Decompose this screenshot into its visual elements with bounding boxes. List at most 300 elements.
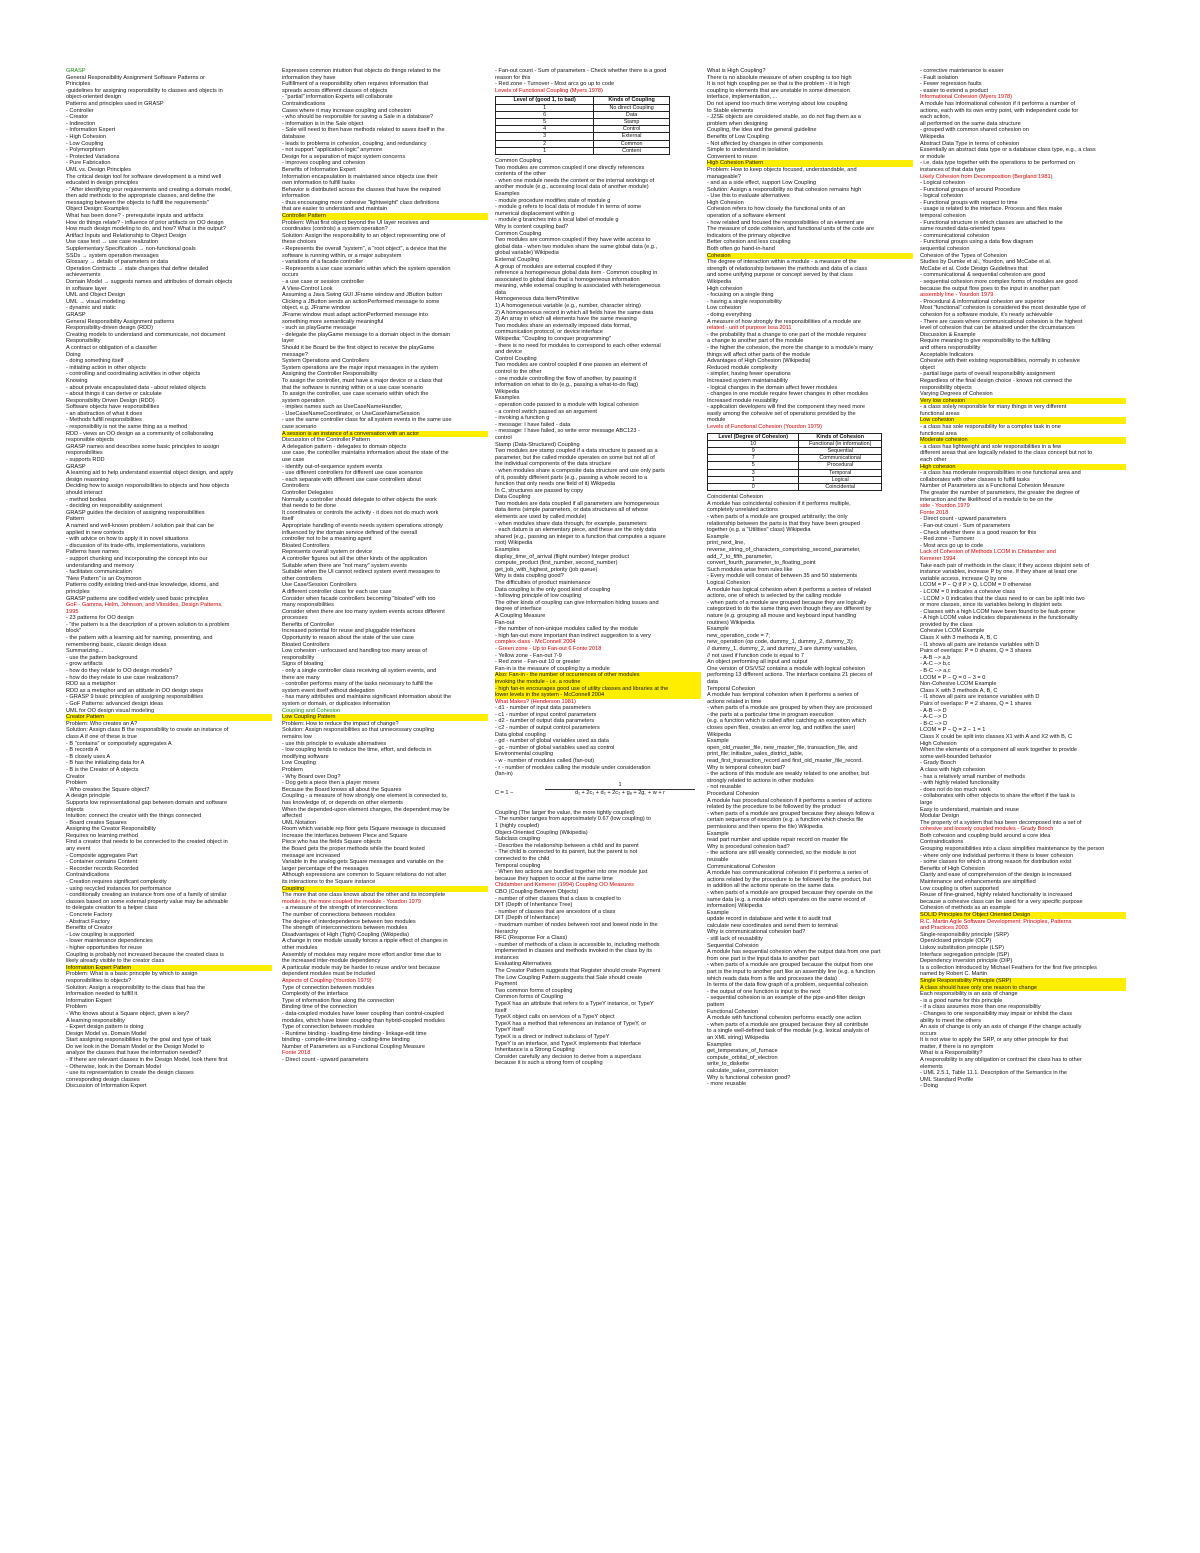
text-line: degree of interface xyxy=(495,606,542,613)
text-line: Increased system maintainability xyxy=(707,377,788,384)
text-line: Moderate cohesion xyxy=(920,437,1126,444)
text-line: The critical design tool for software development is a mind well xyxy=(66,173,222,180)
text-line: - Describes the relationship between a child and its parent xyxy=(495,842,639,849)
text-line: - having a single responsibility xyxy=(707,298,782,305)
text-line: that the software is running within or a use case scenario xyxy=(282,384,423,391)
text-line: Operation Contracts → state changes that define detailed xyxy=(66,265,209,272)
table-cell: Control xyxy=(594,126,670,133)
text-line: A responsibility is any obligation or contract the class has to other xyxy=(920,1057,1082,1064)
text-line: variable access, increase Q by one xyxy=(920,575,1008,582)
text-line: DIT (Depth of Inheritance Tree) xyxy=(495,902,573,909)
text-line: Maintenance and enhancements are simplified xyxy=(920,879,1036,886)
text-line: Contraindications xyxy=(66,872,110,879)
text-line: In C, structures are passed by copy xyxy=(495,487,583,494)
text-line: A View-Control Look xyxy=(282,285,333,292)
text-line: Consider when there are too many system events across different xyxy=(282,608,445,615)
text-line: A module has informational cohesion if it performs a number of xyxy=(920,100,1076,107)
text-line: - each separate with different use case controllers about xyxy=(282,476,421,483)
text-line: - Controller xyxy=(66,107,94,114)
text-line: problem when designing xyxy=(707,120,768,127)
text-line: from one part is the input data to another part xyxy=(707,955,820,962)
text-line: information on what to do (e.g., passing a what-to-do flag) xyxy=(495,382,639,389)
column-4-body xyxy=(707,494,913,1087)
text-line: - Doing xyxy=(920,1083,939,1090)
text-line: to Stable elements xyxy=(707,107,754,114)
text-line: responsibility xyxy=(282,654,315,661)
text-line: interaction and the likelihood of a module to be on the xyxy=(920,496,1053,503)
text-line: Both cohesion and coupling build around a core idea xyxy=(920,832,1051,839)
text-line: Solution: Assign responsibilities so that unnecessary coupling xyxy=(282,727,435,734)
text-line: TypeY itself xyxy=(495,1027,524,1034)
text-line: controller not to be a meaning agent xyxy=(282,536,372,543)
text-line: Object Design: Examples xyxy=(66,206,129,213)
text-line: Should it be Board be the first object to receive the playGame xyxy=(282,344,435,351)
table-row xyxy=(708,469,882,476)
text-line: write_to_diskette xyxy=(707,1061,749,1068)
text-line: occurs xyxy=(920,1030,937,1037)
text-line: The property of a system that has been decomposed into a set of xyxy=(920,819,1082,826)
text-line: Deciding how to assign responsibilities to objects and how objects xyxy=(66,483,230,490)
text-line: print_file; initialize_sales_district_table, xyxy=(707,751,804,758)
text-line: and others responsibility xyxy=(920,344,981,351)
text-line: - Who knows about a Square object, given a key? xyxy=(66,1010,190,1017)
text-line: Benefits of Creator xyxy=(66,925,113,932)
text-line: SOLID Principles for Object Oriented Design xyxy=(920,912,1126,919)
text-line: A particular module may be harder to reuse and/or test because xyxy=(282,964,440,971)
table-row xyxy=(496,118,670,125)
text-line: - responsibility is not the same thing as a method xyxy=(66,424,188,431)
text-line: system event itself without delegation xyxy=(282,687,375,694)
text-line: - Creation requires significant complexity xyxy=(66,879,167,886)
text-line: Modular Design xyxy=(920,813,960,820)
text-line: System operations are the major input messages in the system xyxy=(282,364,439,371)
text-line: numerical displacement within g xyxy=(495,210,575,217)
text-line: functional area xyxy=(920,430,957,437)
text-line: pattern xyxy=(707,1002,725,1008)
table-cell: 9 xyxy=(708,448,799,455)
text-line: Discussion of the Controller Pattern xyxy=(282,437,370,444)
text-line: - The number ranges from approximately 0.67 (low coupling) to xyxy=(495,816,651,823)
text-line: certain sequence of execution (e.g. a function which checks file xyxy=(707,817,864,824)
text-line: Simple to understand in isolation xyxy=(707,147,788,154)
text-line: - The child is connected to its parent, but the parent is not xyxy=(495,849,638,856)
text-line: - 23 patterns for OO design xyxy=(66,615,134,622)
table-cell: Stamp xyxy=(594,118,670,125)
text-line: - B "contains" or compositely aggregates A xyxy=(66,740,172,747)
text-line: It is not high coupling per se that is the problem - it is high xyxy=(707,81,850,88)
text-line: Procedural Cohesion xyxy=(707,791,760,797)
text-line: the Board gets the proper methods while the board tested xyxy=(282,846,425,853)
text-line: RDD as a metaphor and an attitude in OO design steps xyxy=(66,687,204,694)
text-line: Start assigning responsibilities by the goal and type of task xyxy=(66,1037,212,1044)
text-line: Likely Cohesion from Decomposition (Bergland 1981) xyxy=(920,173,1053,180)
text-line: Discussion & Example xyxy=(920,331,976,338)
text-line: Design Model vs. Domain Model xyxy=(66,1030,147,1037)
text-line: Each responsibility is an axis of change xyxy=(920,991,1018,998)
text-line: Advantages of High Cohesion (Wikipedia) xyxy=(707,358,811,365)
text-line: Information Expert xyxy=(66,997,112,1004)
text-line: remembering basic, classic design ideas xyxy=(66,641,167,648)
text-line: convert_fourth_parameter_to_floating_point xyxy=(707,560,816,567)
text-line: - thus encouraging more cohesive "lightweight" class definitions xyxy=(282,199,440,206)
text-line: GRASP xyxy=(66,311,86,318)
text-line: larger percentage of the messages xyxy=(282,865,369,872)
text-line: - LCOM = 0 indicates a cohesive class xyxy=(920,588,1016,595)
text-line: When the elements of a component all work together to provide xyxy=(920,747,1078,754)
text-line: RFC (Response For a Class) xyxy=(495,935,568,942)
text-line: External Coupling xyxy=(495,256,540,263)
text-line: Because the Board knows all about the Squares xyxy=(282,786,402,793)
text-line: - operation code passed to a module with logical cohesion xyxy=(495,401,639,408)
text-line: RDD as a metaphor xyxy=(66,681,116,688)
text-line: global variable) Wikipedia xyxy=(495,250,559,257)
text-line: each action, xyxy=(920,114,951,121)
text-line: Do not spend too much time worrying about low coupling xyxy=(707,100,848,107)
text-line: - Represents a use case scenario within which the system operation xyxy=(282,265,451,272)
text-line: calculate new coordinates and send them to terminal xyxy=(707,922,838,929)
text-line: - collaborates with other objects to share the effort if the task is xyxy=(920,793,1076,800)
text-line: and Practices 2003 xyxy=(920,925,968,932)
text-line: LCOM = P − Q if P > Q, LCOM = 0 otherwise xyxy=(920,582,1032,589)
text-line: Benefits of Information Expert xyxy=(282,166,356,173)
text-line: instances of that data type xyxy=(920,166,986,173)
text-line: GRASP patterns are codified widely used basic principles xyxy=(66,595,209,602)
table-cell: Functional (in information) xyxy=(799,440,882,447)
text-line: - B records A xyxy=(66,747,99,754)
text-line: all performed on the same data structure xyxy=(920,120,1021,127)
text-line: data xyxy=(707,678,718,685)
text-line: Temporal coupling xyxy=(495,862,541,869)
table-cell: 1 xyxy=(708,476,799,483)
text-line: Consider carefully any decision to derive from a superclass xyxy=(495,1053,642,1060)
text-line: - a class has sole responsibility for a complex task in one xyxy=(920,424,1061,431)
text-line: Assigning the Creator Responsibility xyxy=(66,826,156,833)
text-line: - when parts of a module are grouped arbitrarily; the only xyxy=(707,514,848,521)
text-line: data items (simple parameters, or data structures all of whose xyxy=(495,507,648,514)
text-line: Controller Pattern xyxy=(282,213,488,220)
table-cell: 3 xyxy=(708,469,799,476)
table-row xyxy=(708,448,882,455)
text-line: responsibility objects xyxy=(920,384,972,391)
text-line: strongly related to actions in other modules xyxy=(707,777,814,784)
text-line: Room which variable rep floor gets ISquare message is discussed xyxy=(282,826,446,833)
text-line: Find a creator that needs to be connected to the created object in xyxy=(66,839,228,846)
text-line: calculate_sales_commission xyxy=(707,1067,778,1074)
text-line: Also: Fan-in - the number of occurrences of other modules xyxy=(495,672,701,679)
text-line: Clarity and ease of comprehension of the design is increased xyxy=(920,872,1072,879)
table-header-cell: Level of (good 1, to bad) xyxy=(496,97,594,104)
text-line: - use the same controller class for all system events in the same use xyxy=(282,417,452,424)
text-line: - I1 shows all pairs are instance variables with D xyxy=(920,641,1040,648)
text-line: The greater the number of parameters, the greater the degree of xyxy=(920,490,1080,496)
text-line: Coupling - a measure of how strongly one element is connected to, xyxy=(282,793,448,800)
text-line: Use Case/Session Controllers xyxy=(282,582,357,589)
text-line: TypeX has a method that references an instance of TypeY, or xyxy=(495,1020,647,1027)
text-line: - Red zone - Turnover - Most arcs go up to code xyxy=(495,81,615,88)
table-cell: 5 xyxy=(708,462,799,469)
text-line: Class X could be split into classes X1 with A and X2 with B, C xyxy=(920,733,1073,740)
text-line: in addition all the actions operate on the same data xyxy=(707,883,834,890)
text-line: - Fan-out count - Sum of parameters xyxy=(920,522,1011,529)
text-line: Increased potential for reuse and pluggable interfaces xyxy=(282,628,416,635)
text-line: sequential cohesion xyxy=(920,246,970,253)
text-line: - when modules share a composite data structure and use only parts xyxy=(495,467,665,474)
text-line: Wikipedia xyxy=(920,133,945,140)
text-line: things will affect other parts of the module xyxy=(707,351,811,358)
text-line: Informational Cohesion (Myers 1978) xyxy=(920,94,1013,101)
text-line: and some unifying purpose or concept served by that class xyxy=(707,272,853,279)
text-line: actions, each with its own entry point, with independent code for xyxy=(920,107,1079,114)
text-line: - sequential cohesion more complex forms of modules are good xyxy=(920,279,1078,285)
text-line: When the depended-upon element changes, the dependent may be xyxy=(282,806,450,813)
text-line: - Grady Booch xyxy=(920,760,957,767)
table-row xyxy=(496,126,670,133)
text-line: should interact xyxy=(66,490,103,496)
text-line: - When two actions are bundled together into one module just xyxy=(495,869,648,876)
text-line: - such as playGame message xyxy=(282,325,356,332)
text-line: categorized to do the same thing even though they are different by xyxy=(707,606,872,613)
column-3-tail xyxy=(495,810,701,1067)
text-line: - more reusable xyxy=(707,1081,747,1088)
text-line: Single Responsibility Principle (SRP) xyxy=(920,978,1126,985)
text-line: - Pure Fabrication xyxy=(66,160,111,167)
text-line: software is running within, or a major subsystem xyxy=(282,252,402,259)
text-line: coupling to elements that are unstable in some dimension xyxy=(707,87,850,94)
text-line: - higher opportunities for reuse xyxy=(66,944,143,951)
text-line: Problem: How to reduce the impact of change? xyxy=(282,720,399,727)
coupling-formula xyxy=(495,782,701,806)
text-line: Benefits of Controller xyxy=(282,621,335,628)
text-line: - w - number of modules called (fan-out) xyxy=(495,758,595,765)
text-line: message are increased xyxy=(282,852,341,859)
text-line: - A high LCOM value indicates disparateness in the functionality xyxy=(920,615,1078,622)
text-line: class A if one of these is true xyxy=(66,733,137,740)
text-line: - Sale will need to then have methods related to saves itself in the xyxy=(282,127,445,134)
text-line: binding - compile-time binding - coding-time binding xyxy=(282,1037,410,1044)
text-line: - method bodies xyxy=(66,496,107,503)
text-line: - Why Board over Dog? xyxy=(282,773,341,780)
text-line: Cohesion of the Types of Cohesion xyxy=(920,252,1007,259)
text-line: matter, if there is no symptom xyxy=(920,1043,994,1050)
text-line: The degree of interaction within a module - a measure of the xyxy=(707,259,857,266)
text-line: Inheritance is a Strong Coupling xyxy=(495,1047,575,1054)
text-line: Cohesive LCOM Example xyxy=(920,628,985,635)
text-line: Problem: What first object beyond the UI layer receives and xyxy=(282,219,430,226)
text-line: A different controller class for each use case xyxy=(282,588,392,595)
text-line: A module has temporal cohesion when it performs a series of xyxy=(707,692,859,699)
text-line: object-oriented design xyxy=(66,94,122,101)
text-line: Solution: Assign the responsibility to an object representing one of xyxy=(282,232,446,239)
text-line: Artifact Inputs and Relationship to Object Design xyxy=(66,232,187,239)
text-line: read_first_transaction_record and first_old_master_file_record. xyxy=(707,758,863,765)
text-line: Pairs of overlaps: P = 2 shares, Q = 1 shares xyxy=(920,701,1032,707)
text-line: - only a single controller class receiving all system events, and xyxy=(282,668,437,675)
table-cell: 10 xyxy=(708,440,799,447)
text-line: Expresses common intuition that objects do things related to the xyxy=(282,68,441,74)
text-line: Dependency inversion principle (DIP) xyxy=(920,958,1013,965)
text-line: A module has procedural cohesion if it performs a series of actions xyxy=(707,797,872,804)
text-line: The number of connections between modules xyxy=(282,912,396,918)
text-line: Fan-out xyxy=(495,619,515,626)
text-line: Low cohesion - unfocused and handling too many areas of xyxy=(282,648,427,655)
text-line: - when parts of a module are grouped because they are logically xyxy=(707,599,867,606)
text-line: Interface segregation principle (ISP) xyxy=(920,951,1010,958)
text-line: system or domain, or duplicates information xyxy=(282,701,391,707)
text-line: - dynamic and static xyxy=(66,305,116,312)
text-line: there are many xyxy=(282,674,320,681)
text-line: meaning, while external coupling is associated with heterogeneous xyxy=(495,283,661,290)
text-line: - not support "application logic" anymore xyxy=(282,147,383,154)
text-line: Abstract Data Type in terms of cohesion xyxy=(920,140,1020,147)
text-line: block" xyxy=(66,628,82,635)
text-line: Stamp (Data-Structured) Coupling xyxy=(495,441,580,448)
text-line: compute_product (first_number, second_number) xyxy=(495,560,618,567)
text-line: Examples xyxy=(495,395,520,402)
text-line: A module has coincidental cohesion if it performs multiple, xyxy=(707,500,851,507)
text-line: Behavior is distributed across the classes that have the required xyxy=(282,186,441,193)
table-cell: Procedural xyxy=(799,462,882,469)
text-line: - c1 - number of input control parameters xyxy=(495,711,597,718)
text-line: object xyxy=(920,364,935,371)
text-line: - Represents the overall "system", a "root object", a device that the xyxy=(282,246,447,253)
text-line: - Runtime binding - loading-time binding - linkage-edit time xyxy=(282,1030,427,1037)
text-line: - leads to problems in cohesion, coupling, and redundancy xyxy=(282,140,427,147)
text-line: operation of a software element xyxy=(707,213,786,220)
text-line: Fan-in is the measure of coupling by a module xyxy=(495,665,610,672)
text-line: The difficulties of product maintenance xyxy=(495,580,591,586)
text-line: The Creator Pattern suggests that Register should create Payment xyxy=(495,968,661,975)
text-line: A delegation pattern - delegates to domain objects xyxy=(282,443,407,450)
text-line: itself xyxy=(495,1007,507,1014)
text-line: because it is such a strong form of coupling xyxy=(495,1060,603,1067)
text-line: actions related by the procedure to be followed by the product, but xyxy=(707,876,871,883)
text-line: Increase the interfaces between Piece and Square xyxy=(282,832,408,839)
text-line: Coupling xyxy=(282,886,488,893)
text-line: McCabe et al. Code Design Guidelines that xyxy=(920,265,1028,272)
text-line: - gc - number of global variables used as control xyxy=(495,744,615,751)
text-line: together (e.g. a "Utilities" class) Wikipedia xyxy=(707,527,811,534)
text-line: Cohesion xyxy=(707,253,913,260)
text-line: - gd - number of global variables used as data xyxy=(495,738,609,745)
text-line: - doing everything xyxy=(707,311,752,318)
text-line: instance variables, increase P by one. If they share at least one xyxy=(920,569,1077,576)
text-line: UML Standard Profile xyxy=(920,1076,974,1083)
table-cell: 2 xyxy=(496,140,594,147)
text-line: UML for OO design visual modeling xyxy=(66,707,155,714)
text-line: - Concrete Factory xyxy=(66,912,113,918)
text-line: messaging between the objects to fulfill the requirements" xyxy=(66,199,209,206)
text-line: - the probability that a change to one part of the module requires xyxy=(707,331,867,338)
text-line: Temporal Cohesion xyxy=(707,685,756,692)
text-line: use case, the controller maintains information about the state of the xyxy=(282,450,449,457)
text-line: - invoking a function g xyxy=(495,415,550,422)
text-line: Do we look in the Domain Model or the Design Model to xyxy=(66,1043,205,1050)
text-line: complex class - McConnell 2004 xyxy=(495,639,576,646)
text-line: hierarchy xyxy=(495,928,519,935)
text-line: root) Wikipedia xyxy=(495,540,533,547)
text-line: - changes in one module require fewer changes in other modules xyxy=(707,391,869,398)
text-line: own information to fulfill tasks xyxy=(282,180,356,187)
text-line: strength of relationship between the methods and data of a class xyxy=(707,265,868,272)
text-line: - B is the Creator of A objects xyxy=(66,766,139,773)
table-row xyxy=(708,462,882,469)
text-line: - when modules share data through, for example, parameters xyxy=(495,520,647,527)
text-line: Regardless of the final design choice - knows not connect the xyxy=(920,377,1073,384)
text-line: reference a homogeneous global data item - Common coupling in xyxy=(495,270,658,277)
text-line: General Responsibility Assignment Software Patterns or xyxy=(66,74,205,81)
text-line: - using recycled instances for performance xyxy=(66,885,172,892)
text-line: Type of information flow along the connection xyxy=(282,997,395,1004)
text-line: - a class solely responsible for many things in very different xyxy=(920,404,1067,411)
text-line: Design for a separation of major system concerns xyxy=(282,153,406,160)
text-line: Levels of Functional Coupling (Myers 1978) xyxy=(495,87,603,94)
text-line: Cohesion of methods as an example xyxy=(920,905,1011,912)
text-line: - Indirection xyxy=(66,120,96,127)
text-line: GRASP names and describes some basic principles to assign xyxy=(66,443,220,450)
text-line: A named and well-known problem / solution pair that can be xyxy=(66,522,215,529)
text-line: Solution: Assign a responsibility so that cohesion remains high xyxy=(707,186,862,193)
text-line: Example xyxy=(707,626,729,633)
text-line: Kemerer 1994 xyxy=(920,555,956,562)
text-line: permissions and then opens the file) Wikipedia xyxy=(707,823,823,830)
text-line: nature (e.g. grouping all mouse and keyboard input handling xyxy=(707,612,857,619)
text-line: - Fan-out count - Sum of parameters - Check whether there is a good xyxy=(495,68,667,74)
text-line: - communicational cohesion xyxy=(920,232,990,239)
text-line: - with advice on how to apply it in novel situations xyxy=(66,536,189,543)
text-line: - improves coupling and cohesion xyxy=(282,160,366,167)
text-line: Responsibility Driven Design (RDD) xyxy=(66,397,155,404)
text-line: Two modules are control coupled if one passes an element of xyxy=(495,362,648,369)
text-line: - A-B --> D xyxy=(920,707,947,714)
text-line: General Responsibility Assignment patterns xyxy=(66,318,175,325)
text-line: the individual components of the data structure xyxy=(495,461,611,468)
text-line: another module (e.g., accessing local data of another module) xyxy=(495,184,649,191)
text-line: - Methods fulfill responsibilities xyxy=(66,417,142,424)
text-line: Why is communicational cohesion bad? xyxy=(707,929,806,936)
text-line: - partial large parts of overall responsibility assignment xyxy=(920,371,1055,378)
text-line: Contraindications xyxy=(282,100,326,107)
column-3-body xyxy=(495,158,701,778)
text-line: - grouped with common shared cohesion on xyxy=(920,127,1029,134)
text-line: Homogeneous data item/Primitive xyxy=(495,296,579,303)
text-line: Bloated Controllers xyxy=(282,641,330,648)
text-line: cohesion for a software module, it's nearly achievable xyxy=(920,311,1053,318)
text-line: What is High Coupling? xyxy=(707,68,766,74)
text-line: Clicking a JButton sends an actionPerformed message to some xyxy=(282,298,440,305)
text-line: Controller Delegates xyxy=(282,490,333,496)
text-line: Why is content coupling bad? xyxy=(495,223,569,230)
text-line: Two modules share an externally imposed data format, xyxy=(495,322,631,329)
text-line: connected to the child xyxy=(495,855,550,862)
text-line: Coincidental Cohesion xyxy=(707,494,763,501)
text-line: - where only one individual performs it there is lower cohesion xyxy=(920,852,1073,859)
text-line: - message: I have failed, so write error message ABC123 - xyxy=(495,428,640,435)
text-line: processes xyxy=(282,615,308,622)
text-line: - message: I have failed - data xyxy=(495,421,571,428)
table-cell: Communicational xyxy=(799,455,882,462)
text-line: a change to another part of the module xyxy=(707,338,804,345)
table-header-cell: Level (Degree of Cohesion) xyxy=(708,433,799,440)
text-line: - still lack of reusability xyxy=(707,936,763,943)
text-line: The measure of code cohesion, and functional units of the code are xyxy=(707,226,874,233)
text-line: - following principle of low coupling xyxy=(495,593,582,600)
text-line: Consider when facade controllers becoming "bloated" with too xyxy=(282,595,436,602)
text-line: functional areas xyxy=(920,410,960,417)
text-line: - usage is related to the interface. Process and files make xyxy=(920,206,1063,213)
text-line: - supports RDD xyxy=(66,457,105,464)
text-line: - Functional groups with respect to time xyxy=(920,199,1018,206)
text-line: - conditionally creating an instance from one of a family of similar xyxy=(66,892,227,899)
